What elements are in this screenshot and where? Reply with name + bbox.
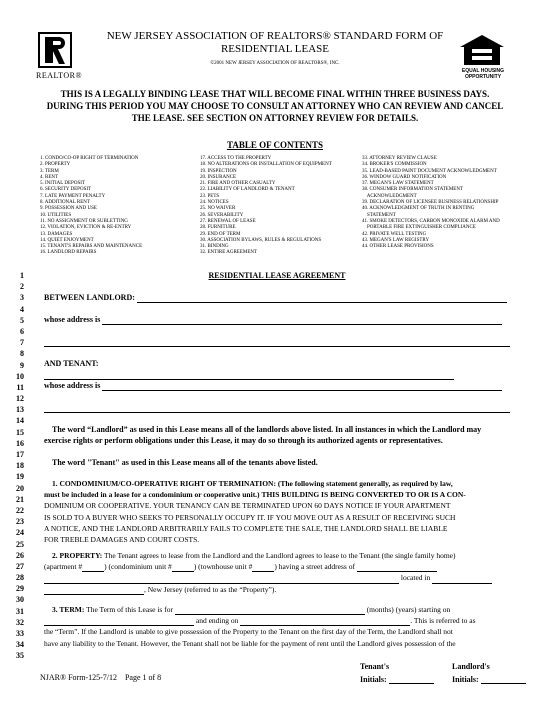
line-number: 34 xyxy=(16,640,24,650)
line-number: 9 xyxy=(20,360,24,370)
tenant-initials-label: Tenant's xyxy=(360,662,390,671)
toc-item: 42. PRIVATE WELL TESTING xyxy=(362,231,427,237)
line-number: 35 xyxy=(16,651,24,661)
toc-column-3 xyxy=(362,156,500,250)
toc-item: 16. LANDLORD REPAIRS xyxy=(40,250,97,256)
landlord-address-field[interactable] xyxy=(102,324,502,325)
toc-item: 25. NO WAIVER xyxy=(200,206,236,212)
line-number: 25 xyxy=(16,539,24,549)
landlord-name-field[interactable] xyxy=(137,302,507,303)
line-number: 14 xyxy=(16,416,24,426)
toc-item: 14. QUIET ENJOYMENT xyxy=(40,237,94,243)
county-field[interactable] xyxy=(44,594,144,595)
line-number: 1 xyxy=(20,271,24,280)
form-footer: NJAR® Form-125-7/12 Page 1 of 8 xyxy=(40,673,162,682)
toc-item: 19. INSPECTION xyxy=(200,168,237,174)
tenant-address-line: whose address is xyxy=(44,380,510,391)
line-number: 24 xyxy=(16,528,24,538)
line-number: 15 xyxy=(16,427,24,437)
line-number: 10 xyxy=(16,371,24,381)
toc-item: 2. PROPERTY xyxy=(40,162,71,168)
line-number: 32 xyxy=(16,617,24,627)
realtor-logo xyxy=(38,32,72,68)
line-number: 3 xyxy=(20,293,24,303)
toc-item: 32. ENTIRE AGREEMENT xyxy=(200,250,258,256)
toc-item: 37. MEGAN'S LAW STATEMENT xyxy=(362,181,434,187)
line-number: 20 xyxy=(16,483,24,493)
toc-item: 23. PETS xyxy=(200,193,220,199)
toc-item: PORTABLE FIRE EXTINGUISHER COMPLIANCE xyxy=(362,225,476,231)
toc-item: 4. RENT xyxy=(40,174,59,180)
toc-item: 43. MEGAN'S LAW REGISTRY xyxy=(362,237,430,243)
legal-warning: THIS IS A LEGALLY BINDING LEASE THAT WILL BECOME FINAL WITHIN THREE BUSINESS DAYS. DURING THIS PERIOD YOU MAY CHOOSE TO CONSULT AN ATTORNEY WHO CAN REVIEW AND CANCEL THE LEASE. SEE SECTION ON ATTORNEY REVIEW FOR DETAILS. xyxy=(46,89,504,123)
line-number: 13 xyxy=(16,405,24,415)
line-number: 26 xyxy=(16,550,24,560)
toc-item: STATEMENT xyxy=(362,212,396,218)
tenant-line: AND TENANT: xyxy=(44,358,510,380)
line-number: 8 xyxy=(20,349,24,359)
toc-item: 26. SEVERABILITY xyxy=(200,212,244,218)
landlord-initials: Initials: xyxy=(452,675,526,684)
line-number: 7 xyxy=(20,338,24,348)
toc-item: 41. SMOKE DETECTORS, CARBON MONOXIDE ALARM AND xyxy=(362,218,500,224)
line-number: 2 xyxy=(20,282,24,292)
toc-item: 39. DECLARATION OF LICENSEE BUSINESS RELATIONSHIP xyxy=(362,200,499,206)
line-number: 6 xyxy=(20,326,24,336)
landlord-line: BETWEEN LANDLORD: xyxy=(44,292,510,303)
toc-item: 15. TENANT'S REPAIRS AND MAINTENANCE xyxy=(40,244,143,250)
toc-item: 34. BROKER'S COMMISSION xyxy=(362,162,427,168)
toc-item: 5. INITIAL DEPOSIT xyxy=(40,181,85,187)
toc-column-1 xyxy=(40,156,142,257)
line-number: 18 xyxy=(16,461,24,471)
tenant-initials: Initials: xyxy=(360,675,434,684)
landlord-initials-label: Landlord's xyxy=(452,662,490,671)
toc-item: 21. FIRE AND OTHER CASUALTY xyxy=(200,181,276,187)
line-number: 16 xyxy=(16,438,24,448)
line-number: 23 xyxy=(16,517,24,527)
toc-column-2 xyxy=(200,156,332,257)
form-title-line2: RESIDENTIAL LEASE xyxy=(220,43,330,55)
toc-item: 6. SECURITY DEPOSIT xyxy=(40,187,92,193)
landlord-initials-field[interactable] xyxy=(481,683,526,684)
line-number: 12 xyxy=(16,394,24,404)
line-number: 30 xyxy=(16,595,24,605)
toc-item: 24. NOTICES xyxy=(200,200,229,206)
toc-item: 35. LEAD-BASED PAINT DOCUMENT ACKNOWLEDGMENT xyxy=(362,168,497,174)
toc-item: 11. NO ASSIGNMENT OR SUBLETTING xyxy=(40,218,128,224)
toc-item: 36. WINDOW GUARD NOTIFICATION xyxy=(362,174,447,180)
tenant-address-field-2[interactable] xyxy=(44,412,510,413)
toc-item: 33. ATTORNEY REVIEW CLAUSE xyxy=(362,156,437,161)
copyright: ©2001 NEW JERSEY ASSOCIATION OF REALTORS®, INC. xyxy=(210,61,340,66)
toc-item: 28. FURNITURE xyxy=(200,225,236,231)
toc-item: 17. ACCESS TO THE PROPERTY xyxy=(200,156,272,161)
toc-item: 38. CONSUMER INFORMATION STATEMENT xyxy=(362,187,463,193)
line-numbers xyxy=(6,270,24,662)
line-number: 29 xyxy=(16,584,24,594)
toc-item: 29. END OF TERM xyxy=(200,231,241,237)
toc-item: 13. DAMAGES xyxy=(40,231,73,237)
line-number: 19 xyxy=(16,472,24,482)
equal-housing-icon xyxy=(458,34,506,66)
line-number: 5 xyxy=(20,315,24,325)
toc-item: 9. POSSESSION AND USE xyxy=(40,206,97,212)
tenant-initials-field[interactable] xyxy=(389,683,434,684)
toc-item: 12. VIOLATION, EVICTION & RE-ENTRY xyxy=(40,225,132,231)
equal-housing-label: EQUAL HOUSING OPPORTUNITY xyxy=(461,68,505,80)
toc-item: 7. LATE PAYMENT PENALTY xyxy=(40,193,106,199)
line-number: 28 xyxy=(16,573,24,583)
line-number: 17 xyxy=(16,450,24,459)
landlord-address-line2 xyxy=(44,336,510,347)
toc-item: 44. OTHER LEASE PROVISIONS xyxy=(362,244,434,250)
tenant-address-field[interactable] xyxy=(102,390,502,391)
line-number: 21 xyxy=(16,494,24,504)
toc-item: 3. TERM xyxy=(40,168,59,174)
landlord-address-field-2[interactable] xyxy=(44,346,510,347)
realtor-wordmark: REALTOR® xyxy=(36,71,83,80)
line-number: 11 xyxy=(16,382,24,392)
line-number: 27 xyxy=(16,561,24,571)
landlord-address-line: whose address is xyxy=(44,314,510,325)
toc-item: 40. ACKNOWLEDGMENT OF TRUTH IN RENTING xyxy=(362,206,475,212)
toc-item: 8. ADDITIONAL RENT xyxy=(40,200,90,206)
toc-item: 20. INSURANCE xyxy=(200,174,237,180)
municipality-field[interactable] xyxy=(432,583,492,584)
toc-item: 27. RENEWAL OF LEASE xyxy=(200,218,256,224)
toc-item: 1. CONDO/CO-OP RIGHT OF TERMINATION xyxy=(40,156,139,161)
tenant-definition: The word "Tenant" as used in this Lease means all of the tenants above listed. xyxy=(52,458,318,467)
tenant-address-line2 xyxy=(44,402,510,413)
line-number: 4 xyxy=(20,304,24,314)
section-1: 1. CONDOMINIUM/CO-OPERATIVE RIGHT OF TERMINATION: (The following statement generally, as required by law, must be included in a lease for a condominium or cooperative unit.) THIS BUILDING IS BEING CONVERTED TO OR IS A CON- DOMINIUM OR COOPERATIVE. YOUR TENANCY CAN BE TERMINATED UPON 60 DAYS NOTICE IF YOUR APARTMENT IS SOLD TO A BUYER WHO SEEKS TO PERSONALLY OCCUPY IT. IF YOU MOVE OUT AS A RESULT OF RECEIVING SUCH A NOTICE, AND THE LANDLORD ARBITRARILY FAILS TO COMPLETE THE SALE, THE LANDLORD SHALL BE LIABLE FOR TREBLE DAMAGES AND COURT COSTS. xyxy=(44,479,466,545)
toc-item: 10. UTILITIES xyxy=(40,212,72,218)
toc-item: 31. BINDING xyxy=(200,244,229,250)
section-2: 2. PROPERTY: The Tenant agrees to lease from the Landlord and the Landlord agrees to lease to the Tenant (the single family home) (apartment # ) (condominium unit # ) (townhouse unit # ) having a street address of located in , New Jersey (referred to as the “Property”). xyxy=(44,550,510,595)
form-title-line1: NEW JERSEY ASSOCIATION OF REALTORS® STANDARD FORM OF xyxy=(106,30,444,42)
line-number: 33 xyxy=(16,629,24,638)
section-3: 3. TERM: The Term of this Lease is for (months) (years) starting on and ending on . This is referred to as the “Term”. If the Landlord is unable to give possession of the Property to the Tenant on the first day of the Term, the Landlord shall not have any liability to the Tenant. However, the Tenant shall not be liable for the payment of rent until the Landlord gives possession of the xyxy=(44,605,476,648)
toc-title: TABLE OF CONTENTS xyxy=(226,140,324,150)
toc-item: 22. LIABILITY OF LANDLORD & TENANT xyxy=(200,187,295,193)
line-number: 31 xyxy=(16,606,24,616)
toc-item: ACKNOWLEDGMENT xyxy=(362,193,417,199)
toc-item: 18. NO ALTERATIONS OR INSTALLATION OF EQUIPMENT xyxy=(200,162,332,168)
line-number: 22 xyxy=(16,505,24,515)
toc-item: 30. ASSOCIATION BYLAWS, RULES & REGULATIONS xyxy=(200,237,322,243)
landlord-definition: The word “Landlord” as used in this Lease means all of the landlords above listed. In all instances in which the Landlord may exercise rights or perform obligations under this Lease, it may do so through its authorized agents or representatives. xyxy=(44,425,482,446)
agreement-heading: RESIDENTIAL LEASE AGREEMENT xyxy=(208,271,346,280)
